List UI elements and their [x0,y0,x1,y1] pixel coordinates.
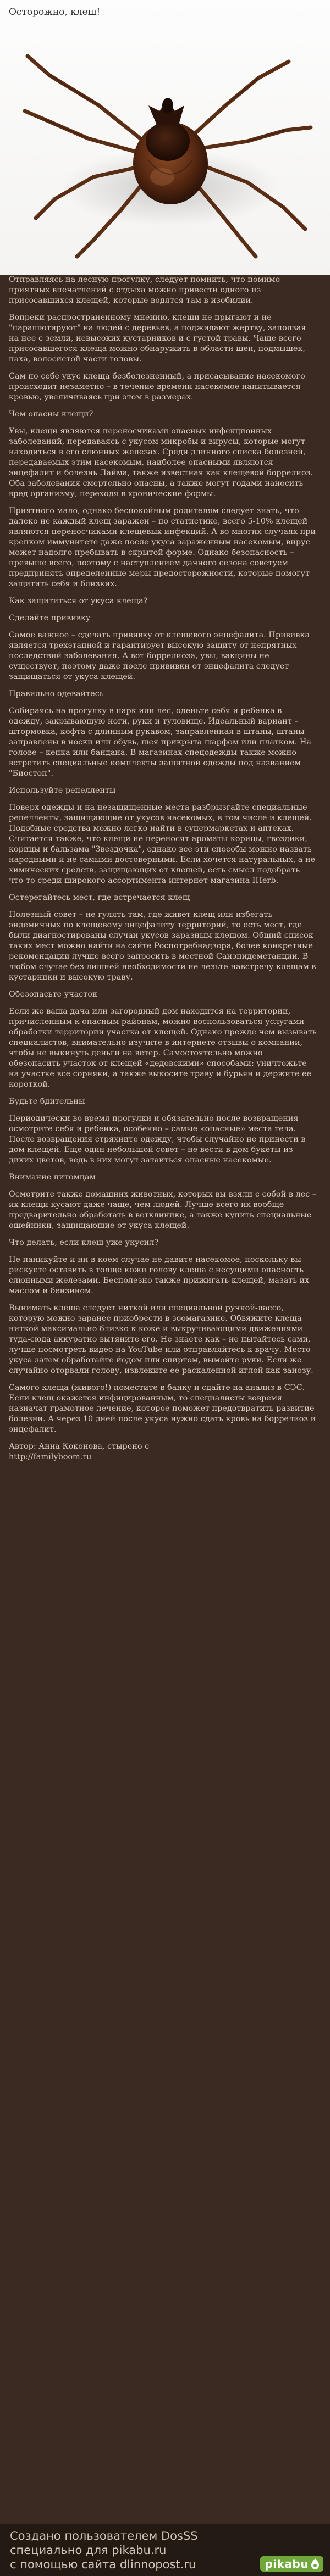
tick-illustration-icon [11,23,319,265]
paragraph: Поверх одежды и на незащищенные места разбрызгайте специальные репелленты, защищающие от укусов насекомых, в том числе и клещей. Подобные средства можно легко найти в супермаркетах и аптеках. Считается также, что клещи не переносят ароматы корицы, гвоздики, корицы и бальзама "Звездочка", однако все эти способы можно назвать народными и не самыми достоверными. Если хочется натуральных, а не химических средств, защищающих от клещей, есть смысл подобрать что-то среди широкого ассортимента интернет-магазина IHerb. [9,803,316,885]
footer-made-with: с помощью сайта dlinnopost.ru [10,2558,196,2571]
paragraph: Сам по себе укус клеща безболезненный, а присасывание насекомого происходит незаметно – в течение времени насекомое напитывается кровью, увеличиваясь при этом в размерах. [9,372,305,402]
pikabu-logo-icon [310,2558,320,2570]
author-text: Автор: Анна Коконова, стырено с [9,1442,150,1451]
footer-created-by: Создано пользователем DosSS [10,2529,198,2542]
paragraph: Приятного мало, однако беспокойным родителям следует знать, что далеко не каждый клещ заражен – по статистике, всего 5-10% клещей являются переносчиками клещевых инфекций. А во многих случаях при крепком иммунитете даже после укуса зараженным насекомым, вирус может надолго пребывать в скрытой форме. Однако безопасность – превыше всего, поэтому с наступлением дачного сезона советуем предпринять определенные меры предосторожности, которые помогут защитить себя и близких. [9,507,316,588]
paragraph: Полезный совет – не гулять там, где живет клещ или избегать эндемичных по клещевому энцефалиту территорий, то есть мест, где были диагностированы случаи укусов заразным клещом. Общий список таких мест можно найти на сайте Роспотребнадзора, более конкретные рекомендации лучше всего запросить в местной Санэпидемстанции. В любом случае без лишней необходимости не лезьте навстречу клещам в кустарники и высокую траву. [9,910,316,982]
paragraph: Собираясь на прогулку в парк или лес, оденьте себя и ребенка в одежду, закрывающую ноги, руки и туловище. Идеальный вариант – штормовка, кофта с длинным рукавом, заправленная в штаны, штаны заправлены в носки или обувь, шея прикрыта шарфом или платком. На голове – кепка или бандана. В магазинах спецодежды также можно встретить специальные комплекты защитной одежды под названием "Биостоп". [9,706,312,778]
section-heading: Чем опасны клещи? [9,410,94,419]
article-body [0,275,330,1469]
section-heading: Используйте репелленты [9,786,116,795]
section-heading: Остерегайтесь мест, где встречается клещ [9,893,190,902]
page-title: Осторожно, клещ! [9,7,101,18]
section-heading: Будьте бдительны [9,1097,85,1106]
paragraph: Отправляясь на лесную прогулку, следует помнить, что помимо приятных впечатлений с отдыха можно привести одного из присосавшихся клещей, которые водятся там в изобилии. [9,275,280,305]
section-heading: Обезопасьте участок [9,990,97,999]
paragraph: Увы, клещи являются переносчиками опасных инфекционных заболеваний, передаваясь с укусом микробы и вирусы, которые могут находиться в его слюнных железах. Среди длинного списка болезней, передаваемых этим насекомым, наиболее опасными являются энцефалит и болезнь Лайма, также известная как клещевой боррелиоз. Оба заболевания смертельно опасны, а также могут годами наносить вред организму, переходя в хронические формы. [9,427,314,498]
paragraph: Не паникуйте и ни в коем случае не давите насекомое, поскольку вы рискуете оставить в толще кожи голову клеща с несущими опасность слюнными железами. Бесполезно также прижигать клещей, мазать их маслом и бензином. [9,1255,310,1295]
tick-image [11,23,319,265]
section-heading: Что делать, если клещ уже укусил? [9,1238,159,1247]
paragraph: Вынимать клеща следует ниткой или специальной ручкой-лассо, которую можно заранее приобрести в зоомагазине. Обвяжите клеща ниткой максимально близко к коже и выкручивающими движениями туда-сюда аккуратно вытяните его. Не знаете как – не пытайтесь сами, лучше посмотреть видео на YouTube или отправляйтесь к врачу. Место укуса затем обработайте йодом или спиртом, вымойте руки. Если же случайно оторвали голову, извлеките ее раскаленной иглой как занозу. [9,1304,314,1375]
footer-made-for: специально для pikabu.ru [10,2544,167,2557]
source-link[interactable]: http://familyboom.ru [9,1453,92,1461]
paragraph: Осмотрите также домашних животных, которых вы взяли с собой в лес – их клещи кусают даже чаще, чем людей. Лучше всего их вообще предварительно обработать в ветклинике, а также купить специальные ошейники, защищающие от укуса клещей. [9,1190,316,1230]
paragraph: Самого клеща (живого!) поместите в банку и сдайте на анализ в СЭС. Если клещ окажется инфицированным, то специалисты вовремя назначат грамотное лечение, которое поможет предотвратить развитие болезни. А через 10 дней после укуса нужно сдать кровь на боррелиоз и энцефалит. [9,1383,316,1434]
section-heading: Как защититься от укуса клеща? [9,597,148,605]
paragraph: Периодически во время прогулки и обязательно после возвращения осмотрите себя и ребенка, особенно – самые «опасные» места тела. После возвращения стряхните одежду, чтобы случайно не принести в дом клещей. Еще один небольшой совет – не вести в дом букеты из диких цветов, ведь в них могут затаиться опасные насекомые. [9,1114,306,1165]
paragraph: Вопреки распространенному мнению, клещи не прыгают и не "парашютируют" на людей с деревьев, а поджидают жертву, заползая на нее с земли, невысоких кустарников и с густой травы. Чаще всего присосавшегося клеща можно обнаружить в области шеи, подмышек, паха, волосистой части головы. [9,313,306,364]
pikabu-badge-label: pikabu [265,2557,309,2571]
footer-credits [0,2524,330,2576]
section-heading: Внимание питомцам [9,1173,96,1182]
pikabu-badge[interactable] [260,2556,323,2572]
section-heading: Правильно одевайтесь [9,689,104,698]
author-credit [9,1442,317,1462]
header-image-panel [0,0,330,275]
section-heading: Сделайте прививку [9,614,91,622]
paragraph: Если же ваша дача или загородный дом находится на территории, причисленным к опасным районам, можно воспользоваться услугами обработки территории участка от клещей. Однако прежде чем вызывать специалистов, внимательно изучите в интернете отзывы о компании, чтобы не выкинуть деньги на ветер. Самостоятельно можно обезопасить участок от клещей «дедовскими» способами: уничтожьте на участке все сорняки, а также выкосите траву и бурьян и держите ее короткой. [9,1007,317,1089]
paragraph: Самое важное – сделать прививку от клещевого энцефалита. Прививка является трехэтапной и гарантирует высокую защиту от непрятных последствий заболевания. А вот боррелиоза, увы, вакцины не существует, поэтому даже после прививки от энцефалита следует защищаться от укуса клещей. [9,631,310,681]
